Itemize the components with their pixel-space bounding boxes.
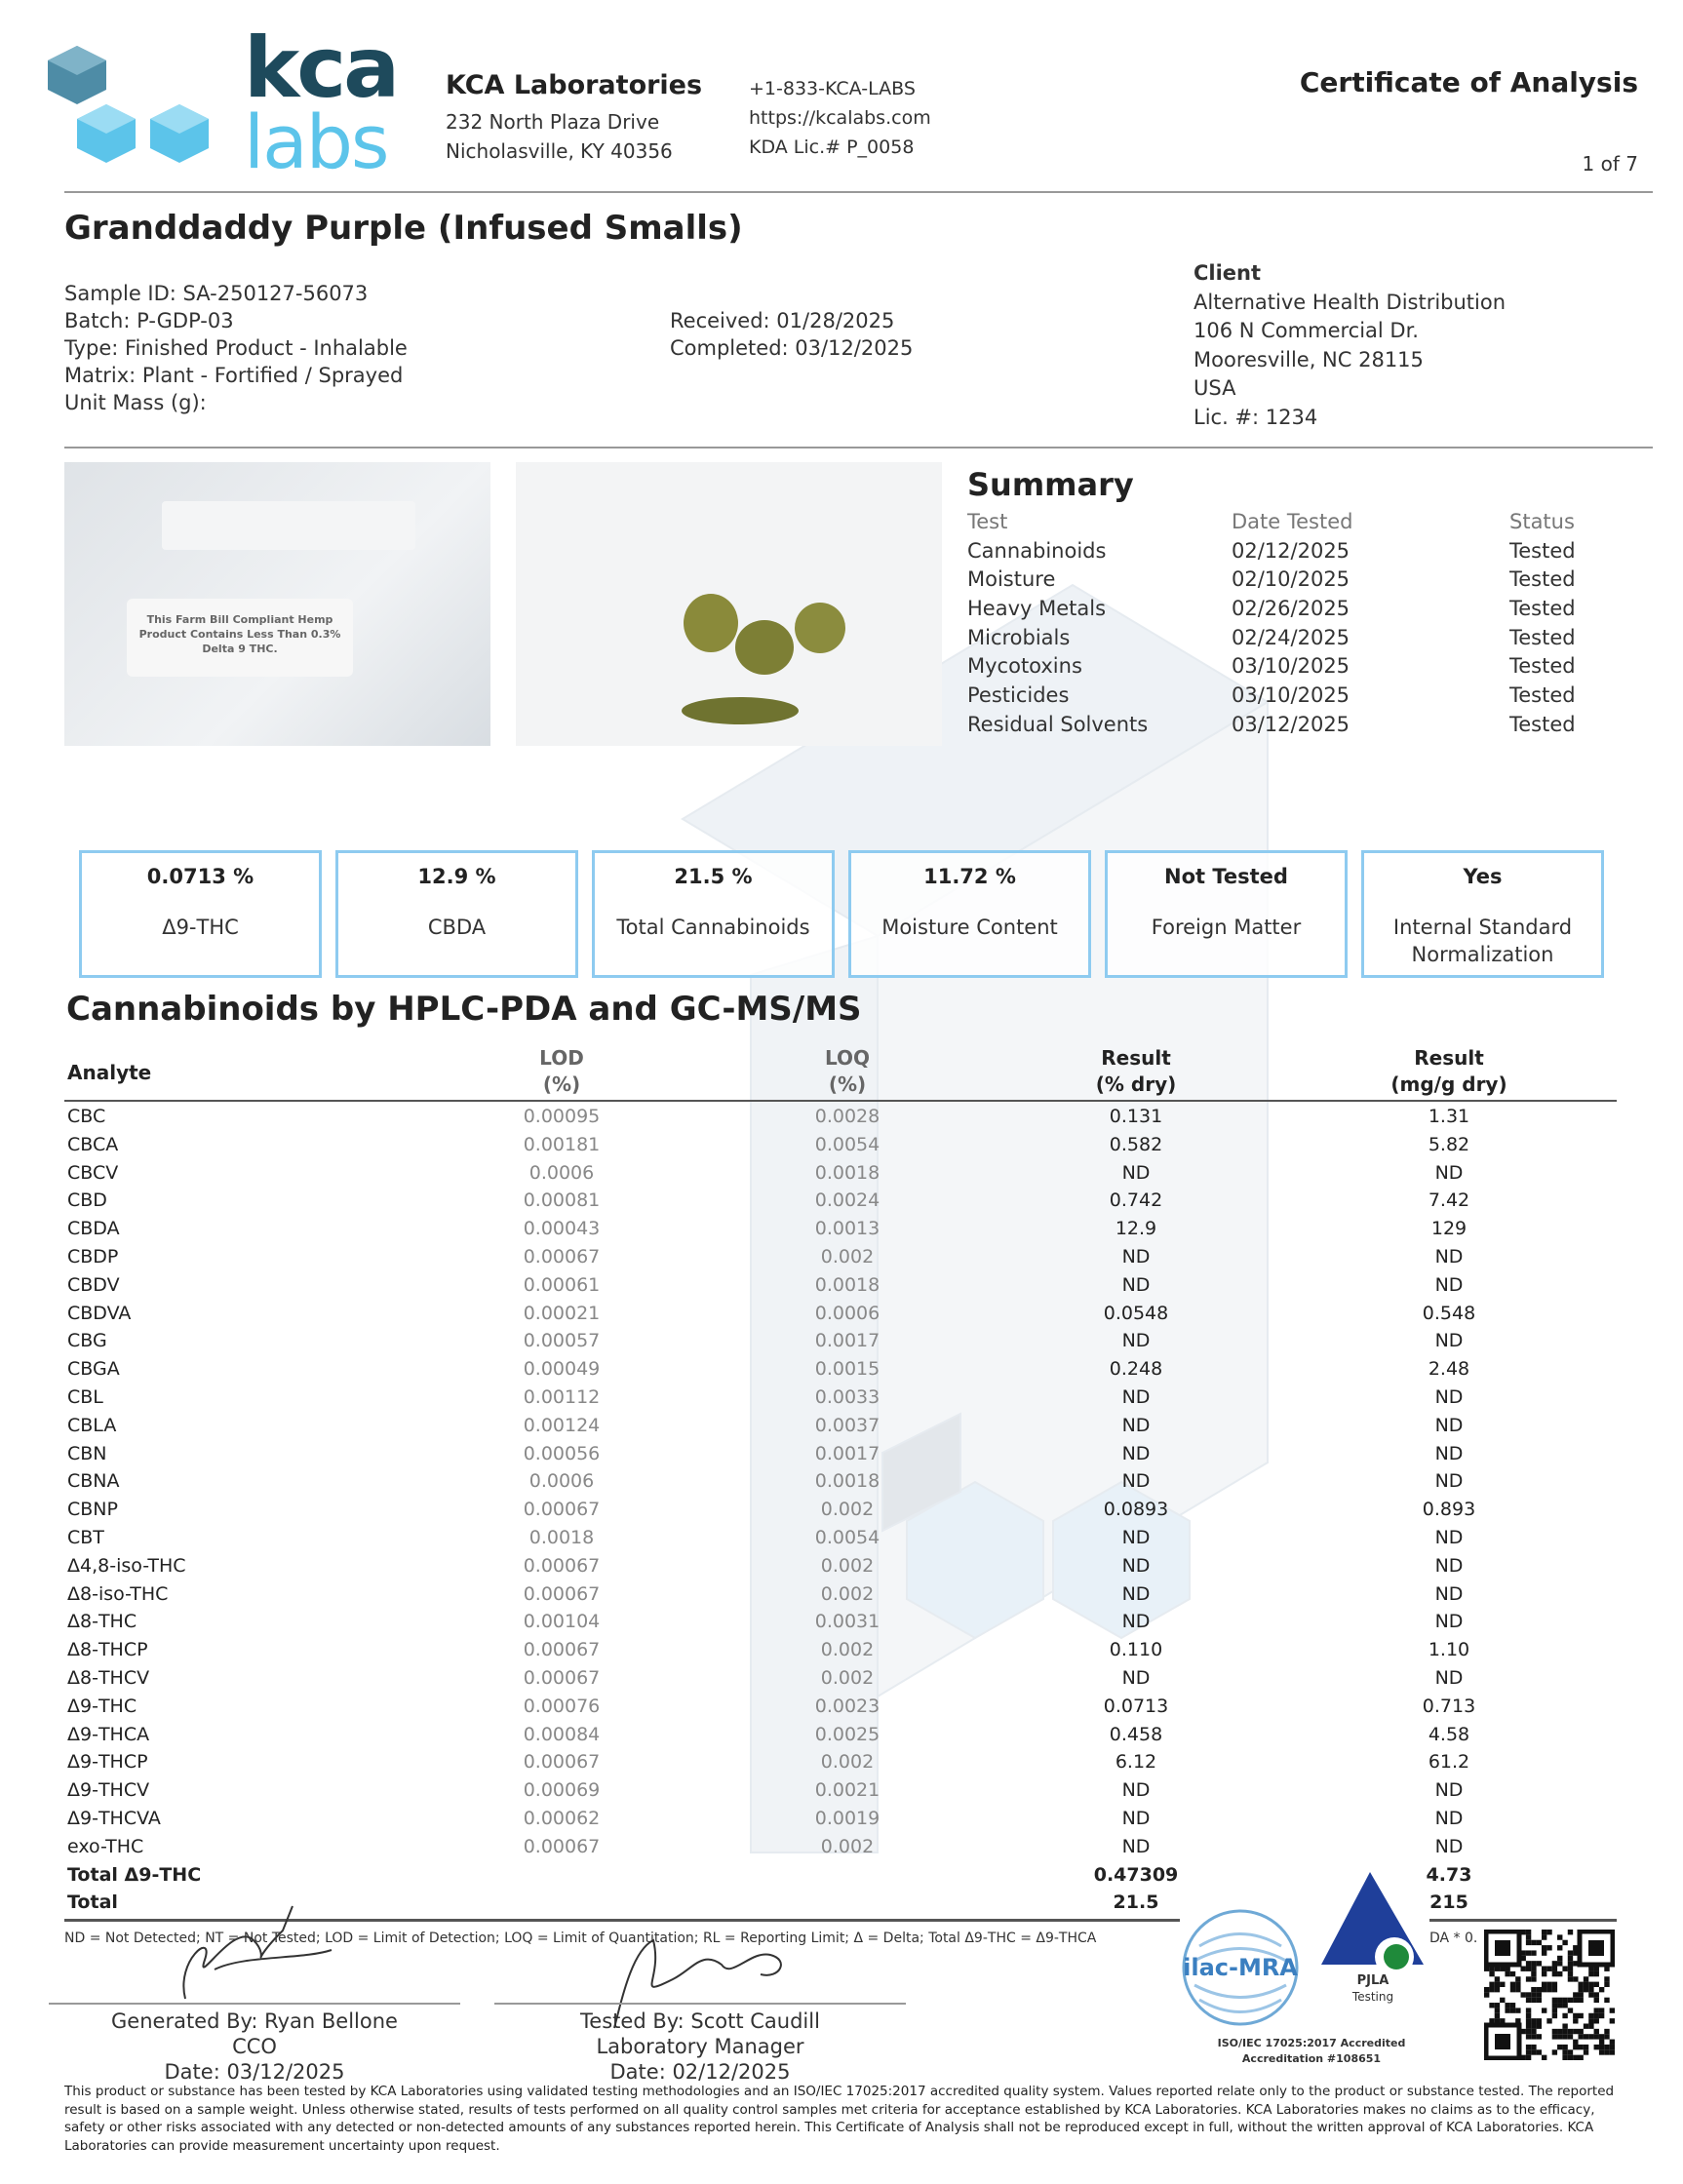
cell-analyte: Δ9-THCV xyxy=(67,1779,150,1802)
cell-loq: 0.0031 xyxy=(814,1611,881,1633)
cell-result-mg: ND xyxy=(1434,1414,1464,1436)
cell-result-mg: ND xyxy=(1434,1386,1464,1408)
cell-analyte: CBT xyxy=(67,1527,104,1548)
cell-loq: 0.0006 xyxy=(814,1302,881,1324)
table-row xyxy=(0,1188,1683,1216)
cell-lod: 0.00056 xyxy=(523,1442,601,1464)
summary-test: Residual Solvents xyxy=(967,712,1149,736)
table-row xyxy=(0,1665,1683,1694)
cell-analyte: CBGA xyxy=(67,1358,120,1381)
table-row xyxy=(0,1356,1683,1384)
lab-name: KCA Laboratories xyxy=(446,70,703,100)
cell-analyte: CBD xyxy=(67,1190,107,1212)
table-row xyxy=(0,1132,1683,1160)
table-row xyxy=(0,1216,1683,1244)
cell-result-pct: ND xyxy=(1121,1527,1151,1548)
summary-date: 02/12/2025 xyxy=(1232,538,1350,563)
highlight-value: Yes xyxy=(1463,865,1503,888)
sample-info xyxy=(64,280,408,416)
cell-result-mg: ND xyxy=(1434,1667,1464,1689)
summary-row xyxy=(967,623,1626,652)
cell-analyte: Δ9-THC xyxy=(67,1695,137,1717)
cell-analyte: CBDVA xyxy=(67,1302,132,1324)
matrix: Matrix: Plant - Fortified / Sprayed xyxy=(64,364,404,387)
summary-row xyxy=(967,681,1626,710)
cell-result-pct: ND xyxy=(1121,1414,1151,1436)
cell-lod: 0.00067 xyxy=(523,1582,601,1605)
summary-date: 02/10/2025 xyxy=(1232,567,1350,592)
highlight-box xyxy=(335,850,578,978)
product-package-photo xyxy=(64,462,490,746)
cell-loq: 0.0023 xyxy=(814,1695,881,1717)
table-row xyxy=(0,1637,1683,1665)
table-row xyxy=(0,1722,1683,1750)
cell-analyte: CBNP xyxy=(67,1499,118,1521)
summary-test: Mycotoxins xyxy=(967,654,1082,679)
lab-phone: +1-833-KCA-LABS xyxy=(749,78,916,99)
info-divider xyxy=(64,447,1653,448)
summary-row xyxy=(967,710,1626,739)
col-loq-label: LOQ xyxy=(824,1046,871,1070)
lab-website[interactable]: https://kcalabs.com xyxy=(749,107,931,129)
summary-date: 02/24/2025 xyxy=(1232,625,1350,649)
cell-result-pct: 0.110 xyxy=(1109,1639,1163,1661)
col-result-mg xyxy=(1351,1045,1546,1098)
cell-result-mg: 5.82 xyxy=(1428,1133,1470,1155)
highlight-value: Not Tested xyxy=(1164,865,1288,888)
cell-lod: 0.00084 xyxy=(523,1723,601,1745)
cell-result-pct: ND xyxy=(1121,1582,1151,1605)
table-row xyxy=(0,1806,1683,1834)
cell-result-pct: ND xyxy=(1121,1246,1151,1268)
highlight-label: Internal Standard Normalization xyxy=(1392,916,1573,966)
cell-lod: 0.00076 xyxy=(523,1695,601,1717)
cell-loq: 0.0015 xyxy=(814,1358,881,1381)
cell-result-pct: 0.742 xyxy=(1109,1190,1163,1212)
cell-result-pct: ND xyxy=(1121,1611,1151,1633)
summary-row xyxy=(967,594,1626,623)
tested-date: Date: 02/12/2025 xyxy=(609,2060,791,2084)
cell-lod: 0.00057 xyxy=(523,1330,601,1352)
client-license: Lic. #: 1234 xyxy=(1194,405,1318,429)
cell-lod: 0.00049 xyxy=(523,1358,601,1381)
received-date: Received: 01/28/2025 xyxy=(670,309,895,332)
abbreviation-legend: ND = Not Detected; NT = Not Tested; LOD = Limit of Detection; LOQ = Limit of Quantitation; RL = Reporting Limit; Δ = Delta; Total Δ9-THC = Δ9-THCA xyxy=(64,1930,1097,1946)
cell-result-pct: ND xyxy=(1121,1386,1151,1408)
cell-analyte: Δ9-THCA xyxy=(67,1723,150,1745)
tested-title: Laboratory Manager xyxy=(596,2035,804,2058)
cell-analyte: CBN xyxy=(67,1442,107,1464)
summary-test: Heavy Metals xyxy=(967,596,1107,620)
cell-loq: 0.0018 xyxy=(814,1161,881,1184)
cell-result-mg: 0.548 xyxy=(1422,1302,1476,1324)
col-result-mg-unit: (mg/g dry) xyxy=(1390,1072,1507,1096)
cell-result-mg: ND xyxy=(1434,1779,1464,1802)
summary-status: Tested xyxy=(1509,625,1576,649)
summary-status: Tested xyxy=(1509,567,1576,592)
cell-analyte: Δ9-THCVA xyxy=(67,1808,161,1829)
cell-lod: 0.00104 xyxy=(523,1611,601,1633)
cell-result-pct: ND xyxy=(1121,1161,1151,1184)
cell-lod: 0.00124 xyxy=(523,1414,601,1436)
table-row xyxy=(0,1160,1683,1189)
col-analyte: Analyte xyxy=(67,1061,152,1084)
cell-result-pct: 0.47309 xyxy=(1093,1863,1179,1886)
cell-analyte: CBCA xyxy=(67,1133,119,1155)
cell-loq: 0.0017 xyxy=(814,1330,881,1352)
cell-result-mg: ND xyxy=(1434,1582,1464,1605)
cell-result-pct: 21.5 xyxy=(1113,1892,1159,1914)
dates xyxy=(670,307,913,362)
cell-result-mg: 0.893 xyxy=(1422,1499,1476,1521)
cell-analyte: Δ9-THCP xyxy=(67,1751,148,1774)
summary-col-status: Status xyxy=(1509,509,1575,533)
highlight-label: CBDA xyxy=(427,916,487,939)
summary-date: 03/12/2025 xyxy=(1232,712,1350,736)
cell-analyte: Δ4,8-iso-THC xyxy=(67,1554,186,1577)
cell-result-pct: ND xyxy=(1121,1330,1151,1352)
page-number: 1 of 7 xyxy=(1582,152,1638,176)
cell-result-mg: 4.73 xyxy=(1426,1863,1472,1886)
logo-text-labs: labs xyxy=(244,98,388,185)
cell-analyte: CBNA xyxy=(67,1470,120,1493)
cell-analyte: Total xyxy=(67,1892,118,1914)
table-row xyxy=(0,1328,1683,1356)
flower-buds-image xyxy=(516,462,942,746)
cell-result-pct: 6.12 xyxy=(1115,1751,1157,1774)
accreditation-line1: ISO/IEC 17025:2017 Accredited xyxy=(1217,2037,1406,2049)
signature-block-generated xyxy=(49,2008,460,2085)
cell-result-mg: 2.48 xyxy=(1428,1358,1470,1381)
package-label: This Farm Bill Compliant Hemp Product Contains Less Than 0.3% Delta 9 THC. xyxy=(127,599,353,677)
summary-table xyxy=(967,507,1626,739)
signature-ryan-bellone xyxy=(156,1901,351,2018)
col-loq-unit: (%) xyxy=(828,1072,867,1096)
cell-analyte: Total Δ9-THC xyxy=(67,1863,202,1886)
lab-license: KDA Lic.# P_0058 xyxy=(749,136,915,158)
signature-line-1 xyxy=(49,2003,460,2005)
cell-result-pct: ND xyxy=(1121,1779,1151,1802)
highlight-box xyxy=(79,850,322,978)
cell-analyte: CBCV xyxy=(67,1161,119,1184)
cell-analyte: CBLA xyxy=(67,1414,117,1436)
legend-tail: DA * 0. xyxy=(1429,1930,1478,1946)
table-row xyxy=(0,1581,1683,1610)
cell-result-pct: 12.9 xyxy=(1115,1218,1157,1240)
highlight-box xyxy=(848,850,1091,978)
cell-result-pct: ND xyxy=(1121,1273,1151,1296)
cell-result-mg: ND xyxy=(1434,1470,1464,1493)
sample-id: Sample ID: SA-250127-56073 xyxy=(64,282,369,305)
client-street: 106 N Commercial Dr. xyxy=(1194,319,1419,342)
generated-by: Generated By: Ryan Bellone xyxy=(111,2009,398,2033)
cell-lod: 0.00067 xyxy=(523,1554,601,1577)
generated-date: Date: 03/12/2025 xyxy=(164,2060,345,2084)
cell-result-mg: 61.2 xyxy=(1428,1751,1470,1774)
cannabinoids-heading: Cannabinoids by HPLC-PDA and GC-MS/MS xyxy=(66,990,862,1029)
pjla-text: PJLA xyxy=(1356,1973,1389,1988)
cell-result-mg: 7.42 xyxy=(1428,1190,1470,1212)
summary-date: 03/10/2025 xyxy=(1232,654,1350,679)
cell-loq: 0.0028 xyxy=(814,1106,881,1127)
cell-loq: 0.0024 xyxy=(814,1190,881,1212)
cell-lod: 0.00067 xyxy=(523,1751,601,1774)
cell-loq: 0.0054 xyxy=(814,1527,881,1548)
tested-by: Tested By: Scott Caudill xyxy=(580,2009,820,2033)
cell-result-pct: 0.0893 xyxy=(1103,1499,1169,1521)
summary-heading: Summary xyxy=(967,466,1134,503)
col-lod-unit: (%) xyxy=(542,1072,581,1096)
cell-loq: 0.0054 xyxy=(814,1133,881,1155)
cell-result-pct: ND xyxy=(1121,1667,1151,1689)
cell-lod: 0.00067 xyxy=(523,1639,601,1661)
cell-result-pct: ND xyxy=(1121,1470,1151,1493)
cell-result-mg: 0.713 xyxy=(1422,1695,1476,1717)
cell-loq: 0.0025 xyxy=(814,1723,881,1745)
cell-loq: 0.0037 xyxy=(814,1414,881,1436)
cell-lod: 0.0006 xyxy=(528,1470,595,1493)
cell-loq: 0.002 xyxy=(820,1835,875,1857)
table-header-divider xyxy=(64,1100,1617,1102)
generated-title: CCO xyxy=(232,2035,277,2058)
cell-lod: 0.00043 xyxy=(523,1218,601,1240)
cell-lod: 0.00067 xyxy=(523,1667,601,1689)
highlight-label: Foreign Matter xyxy=(1151,916,1302,939)
cell-result-pct: ND xyxy=(1121,1835,1151,1857)
table-row xyxy=(0,1441,1683,1469)
cell-result-mg: ND xyxy=(1434,1161,1464,1184)
summary-test: Pesticides xyxy=(967,682,1070,707)
pjla-sub: Testing xyxy=(1351,1990,1394,2004)
cell-result-pct: ND xyxy=(1121,1554,1151,1577)
lab-address-line1: 232 North Plaza Drive xyxy=(446,110,660,134)
col-lod-label: LOD xyxy=(539,1046,584,1070)
cell-result-mg: ND xyxy=(1434,1554,1464,1577)
cell-lod: 0.00021 xyxy=(523,1302,601,1324)
client-name: Alternative Health Distribution xyxy=(1194,290,1507,314)
cell-result-mg: 129 xyxy=(1430,1218,1468,1240)
cell-loq: 0.002 xyxy=(820,1499,875,1521)
col-result-pct xyxy=(1038,1045,1233,1098)
cell-loq: 0.002 xyxy=(820,1582,875,1605)
cell-result-mg: ND xyxy=(1434,1442,1464,1464)
accreditation-text xyxy=(1194,2036,1429,2067)
col-loq xyxy=(750,1045,945,1098)
summary-status: Tested xyxy=(1509,538,1576,563)
cell-result-mg: ND xyxy=(1434,1808,1464,1829)
cell-lod: 0.00067 xyxy=(523,1246,601,1268)
table-row xyxy=(0,1301,1683,1329)
product-flower-photo xyxy=(516,462,942,746)
table-bottom-divider-right xyxy=(1429,1919,1617,1922)
completed-date: Completed: 03/12/2025 xyxy=(670,336,914,360)
lab-contact xyxy=(749,74,931,162)
summary-status: Tested xyxy=(1509,654,1576,679)
cell-lod: 0.00067 xyxy=(523,1499,601,1521)
cell-lod: 0.00081 xyxy=(523,1190,601,1212)
highlight-label: Moisture Content xyxy=(881,916,1058,939)
highlight-box xyxy=(592,850,835,978)
summary-header-row xyxy=(967,507,1626,536)
cell-result-mg: ND xyxy=(1434,1527,1464,1548)
ilac-mra-logo-icon xyxy=(1180,1907,1302,2029)
signature-block-tested xyxy=(494,2008,906,2085)
summary-test: Moisture xyxy=(967,567,1056,592)
cell-result-mg: ND xyxy=(1434,1611,1464,1633)
highlight-box xyxy=(1105,850,1348,978)
unit-mass: Unit Mass (g): xyxy=(64,391,207,414)
client-heading: Client xyxy=(1194,261,1262,285)
client-info xyxy=(1194,259,1506,432)
product-name: Granddaddy Purple (Infused Smalls) xyxy=(64,209,743,248)
lab-address xyxy=(446,107,673,166)
cell-result-mg: 4.58 xyxy=(1428,1723,1470,1745)
cell-result-pct: 0.0548 xyxy=(1103,1302,1169,1324)
cell-result-pct: 0.131 xyxy=(1109,1106,1163,1127)
cell-lod: 0.00062 xyxy=(523,1808,601,1829)
pjla-logo-icon xyxy=(1316,1867,1433,2035)
cell-loq: 0.0033 xyxy=(814,1386,881,1408)
highlight-value: 21.5 % xyxy=(674,865,753,888)
table-row xyxy=(0,1553,1683,1581)
cell-loq: 0.0013 xyxy=(814,1218,881,1240)
summary-row xyxy=(967,565,1626,594)
cell-result-pct: 0.248 xyxy=(1109,1358,1163,1381)
cell-analyte: CBDP xyxy=(67,1246,119,1268)
cell-loq: 0.0019 xyxy=(814,1808,881,1829)
summary-col-test: Test xyxy=(967,509,1008,533)
cell-loq: 0.002 xyxy=(820,1751,875,1774)
cell-lod: 0.00112 xyxy=(523,1386,601,1408)
highlight-value: 11.72 % xyxy=(923,865,1016,888)
cell-result-mg: 1.10 xyxy=(1428,1639,1470,1661)
cell-result-mg: ND xyxy=(1434,1330,1464,1352)
cell-lod: 0.0018 xyxy=(528,1527,595,1548)
cell-result-pct: 0.458 xyxy=(1109,1723,1163,1745)
header-divider xyxy=(64,191,1653,193)
product-type: Type: Finished Product - Inhalable xyxy=(64,336,408,360)
summary-status: Tested xyxy=(1509,712,1576,736)
table-row xyxy=(0,1834,1683,1862)
cell-lod: 0.00095 xyxy=(523,1106,601,1127)
summary-date: 02/26/2025 xyxy=(1232,596,1350,620)
cell-result-mg: 215 xyxy=(1429,1892,1468,1914)
col-result-pct-label: Result xyxy=(1101,1046,1171,1070)
table-row xyxy=(0,1468,1683,1497)
cell-loq: 0.002 xyxy=(820,1667,875,1689)
cell-analyte: CBC xyxy=(67,1106,106,1127)
disclaimer: This product or substance has been tested by KCA Laboratories using validated testing methodologies and an ISO/IEC 17025:2017 accredited quality system. Values reported relate only to the product or substance tested. The reported result is based on a sample weight. Unless otherwise stated, results of tests performed on all quality control samples met criteria for acceptance established by KCA Laboratories. KCA Laboratories makes no claims as to the efficacy, safety or other risks associated with any detected or non-detected amounts of any substances reported herein. This Certificate of Analysis shall not be reproduced except in full, without the written approval of KCA Laboratories. KCA Laboratories can provide measurement uncertainty upon request. xyxy=(64,2084,1615,2154)
highlight-box xyxy=(1361,850,1604,978)
cell-lod: 0.00069 xyxy=(523,1779,601,1802)
cell-loq: 0.0017 xyxy=(814,1442,881,1464)
signature-line-2 xyxy=(494,2003,906,2005)
cell-analyte: CBG xyxy=(67,1330,107,1352)
ilac-text: ilac-MRA xyxy=(1183,1954,1298,1981)
table-row xyxy=(0,1525,1683,1553)
cell-loq: 0.002 xyxy=(820,1246,875,1268)
col-result-mg-label: Result xyxy=(1414,1046,1484,1070)
cell-result-mg: ND xyxy=(1434,1273,1464,1296)
table-row xyxy=(0,1272,1683,1301)
cell-result-mg: ND xyxy=(1434,1835,1464,1857)
summary-test: Cannabinoids xyxy=(967,538,1107,563)
logo-text-kca: kca xyxy=(244,20,398,117)
summary-col-date: Date Tested xyxy=(1232,509,1353,533)
summary-status: Tested xyxy=(1509,596,1576,620)
cell-analyte: Δ8-THCP xyxy=(67,1639,148,1661)
cell-result-mg: ND xyxy=(1434,1246,1464,1268)
table-row xyxy=(0,1413,1683,1441)
highlight-label: Total Cannabinoids xyxy=(616,916,810,939)
client-city: Mooresville, NC 28115 xyxy=(1194,347,1424,371)
accreditation-line2: Accreditation #108651 xyxy=(1241,2052,1382,2065)
table-row xyxy=(0,1694,1683,1722)
cell-loq: 0.0018 xyxy=(814,1470,881,1493)
summary-row xyxy=(967,536,1626,566)
cell-result-pct: ND xyxy=(1121,1808,1151,1829)
kca-cubes-logo-icon xyxy=(43,41,238,177)
summary-row xyxy=(967,651,1626,681)
table-row xyxy=(0,1384,1683,1413)
cell-loq: 0.0018 xyxy=(814,1273,881,1296)
table-row xyxy=(0,1777,1683,1806)
document-title: Certificate of Analysis xyxy=(1299,66,1638,98)
cell-analyte: CBDA xyxy=(67,1218,120,1240)
batch: Batch: P-GDP-03 xyxy=(64,309,234,332)
highlight-label: Δ9-THC xyxy=(162,916,239,939)
highlight-value: 12.9 % xyxy=(417,865,496,888)
cell-loq: 0.002 xyxy=(820,1554,875,1577)
table-row xyxy=(0,1749,1683,1777)
table-row xyxy=(0,1244,1683,1272)
cell-analyte: CBDV xyxy=(67,1273,120,1296)
highlight-value: 0.0713 % xyxy=(146,865,254,888)
cell-loq: 0.002 xyxy=(820,1639,875,1661)
cell-analyte: CBL xyxy=(67,1386,103,1408)
summary-test: Microbials xyxy=(967,625,1071,649)
qr-code-icon[interactable] xyxy=(1484,1930,1615,2060)
cell-result-pct: ND xyxy=(1121,1442,1151,1464)
cell-result-pct: 0.582 xyxy=(1109,1133,1163,1155)
col-result-pct-unit: (% dry) xyxy=(1095,1072,1177,1096)
cell-analyte: exo-THC xyxy=(67,1835,144,1857)
cell-result-mg: 1.31 xyxy=(1428,1106,1470,1127)
cell-result-pct: 0.0713 xyxy=(1103,1695,1169,1717)
cell-analyte: Δ8-iso-THC xyxy=(67,1582,169,1605)
col-lod xyxy=(464,1045,659,1098)
cell-analyte: Δ8-THCV xyxy=(67,1667,150,1689)
cell-loq: 0.0021 xyxy=(814,1779,881,1802)
table-row xyxy=(0,1609,1683,1637)
cell-lod: 0.00067 xyxy=(523,1835,601,1857)
table-row xyxy=(0,1104,1683,1132)
cell-lod: 0.0006 xyxy=(528,1161,595,1184)
client-country: USA xyxy=(1194,376,1236,400)
table-row xyxy=(0,1497,1683,1525)
cell-analyte: Δ8-THC xyxy=(67,1611,137,1633)
cell-lod: 0.00061 xyxy=(523,1273,601,1296)
summary-status: Tested xyxy=(1509,682,1576,707)
cell-lod: 0.00181 xyxy=(523,1133,601,1155)
lab-address-line2: Nicholasville, KY 40356 xyxy=(446,139,673,163)
summary-date: 03/10/2025 xyxy=(1232,682,1350,707)
